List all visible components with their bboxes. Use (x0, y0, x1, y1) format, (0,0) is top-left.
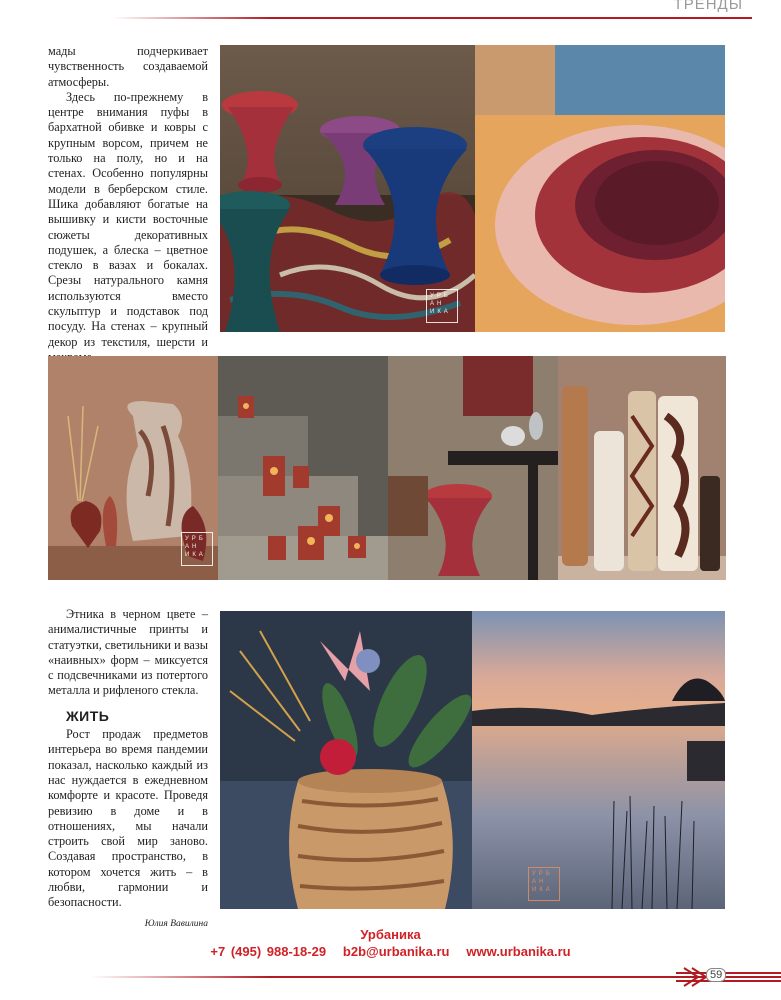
footer-contacts (0, 944, 781, 959)
footer-brand: Урбаника (360, 927, 421, 942)
photo-plates (475, 45, 725, 332)
section-heading: ЖИТЬ (66, 707, 110, 724)
paragraph: мады подчеркивает чувственность создаваемой атмосферы. (48, 44, 208, 89)
brand-watermark: УРБ АН ИКА (426, 289, 458, 323)
header-rule (112, 17, 752, 19)
photo-candles (218, 356, 388, 580)
footer-email-link[interactable]: b2b@urbanika.ru (342, 944, 450, 959)
footer-site-link[interactable]: www.urbanika.ru (466, 944, 571, 959)
paragraph: Рост продаж предметов интерьера во время пандемии показал, насколько каждый из нас нуждается в ежедневном комфорте и красоте. Проведя ревизию в доме и в отношениях, мы начали строить свой мир заново. Создавая пространство, в котором хочется жить – в любви, гармонии и безопасности. (48, 727, 208, 910)
photo-lake-sunset (472, 611, 725, 909)
brand-watermark: УРБ АН ИКА (528, 867, 560, 901)
text-column-bottom (48, 607, 208, 932)
brand-watermark: УРБ АН ИКА (181, 532, 213, 566)
paragraph: Этника в черном цвете – анималистичные принты и статуэтки, светильники и вазы «наивных» форм – миксуется с подсвечниками из потертого металла и рифленого стекла. (48, 607, 208, 698)
author-credit: Юлия Вавилина (144, 918, 208, 929)
photo-poufs (220, 45, 475, 332)
page-number: 59 (706, 968, 726, 982)
photo-rolled-rugs (558, 356, 726, 580)
photo-table-pouf (388, 356, 558, 580)
text-column-top (48, 44, 208, 365)
footer-rule (90, 976, 690, 978)
footer-phone[interactable]: +7 (495) 988-18-29 (210, 944, 327, 959)
photo-flowers (220, 611, 472, 909)
photo-vases (48, 356, 218, 580)
footer-arrow-ornament (676, 966, 781, 988)
paragraph: Здесь по-прежнему в центре внимания пуфы в бархатной обивке и ковры с крупным ворсом, причем не только на полу, но и на стенах. Особенно популярны модели в берберском стиле. Шика добавляют богатые на вышивку и кисти восточные сюжеты декоративных подушек, а блеска – цветное стекло в вазах и бокалах. Срезы натурального камня используются вместо скульптур и подставок под посуду. На стенах – крупный декор из текстиля, шерсти и (48, 89, 208, 349)
section-title: ТРЕНДЫ (673, 0, 743, 13)
